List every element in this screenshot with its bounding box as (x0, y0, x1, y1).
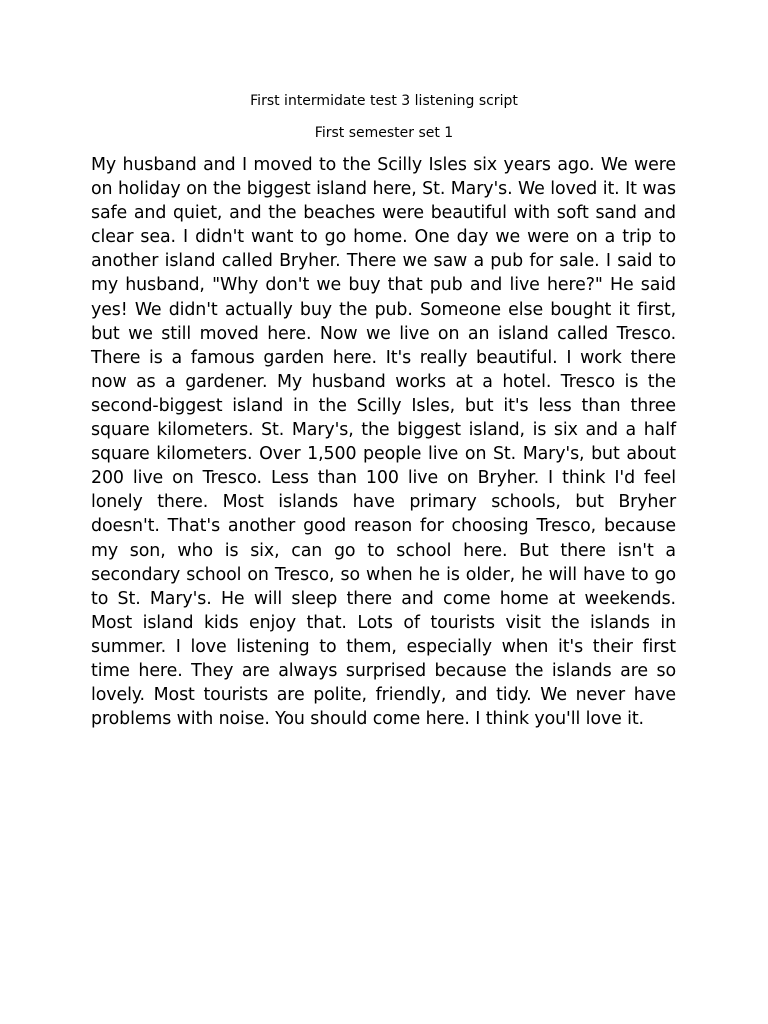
listening-script-paragraph: My husband and I moved to the Scilly Isles six years ago. We were on holiday on the biggest island here, St. Mary's. We loved it. It was safe and quiet, and the beaches were beautiful with soft sand and clear sea. I didn't want to go home. One day we were on a trip to another island called Bryher. There we saw a pub for sale. I said to my husband, "Why don't we buy that pub and live here?" He said yes! We didn't actually buy the pub. Someone else bought it first, but we still moved here. Now we live on an island called Tresco. There is a famous garden here. It's really beautiful. I work there now as a gardener. My husband works at a hotel. Tresco is the second-biggest island in the Scilly Isles, but it's less than three square kilometers. St. Mary's, the biggest island, is six and a half square kilometers. Over 1,500 people live on St. Mary's, but about 200 live on Tresco. Less than 100 live on Bryher. I think I'd feel lonely there. Most islands have primary schools, but Bryher doesn't. That's another good reason for choosing Tresco, because my son, who is six, can go to school here. But there isn't a secondary school on Tresco, so when he is older, he will have to go to St. Mary's. He will sleep there and come home at weekends. Most island kids enjoy that. Lots of tourists visit the islands in summer. I love listening to them, especially when it's their first time here. They are always surprised because the islands are so lovely. Most tourists are polite, friendly, and tidy. We never have problems with noise. You should come here. I think you'll love it. (91, 155, 676, 730)
document-subtitle: First semester set 1 (314, 125, 454, 141)
document-title: First intermidate test 3 listening script (250, 93, 518, 109)
